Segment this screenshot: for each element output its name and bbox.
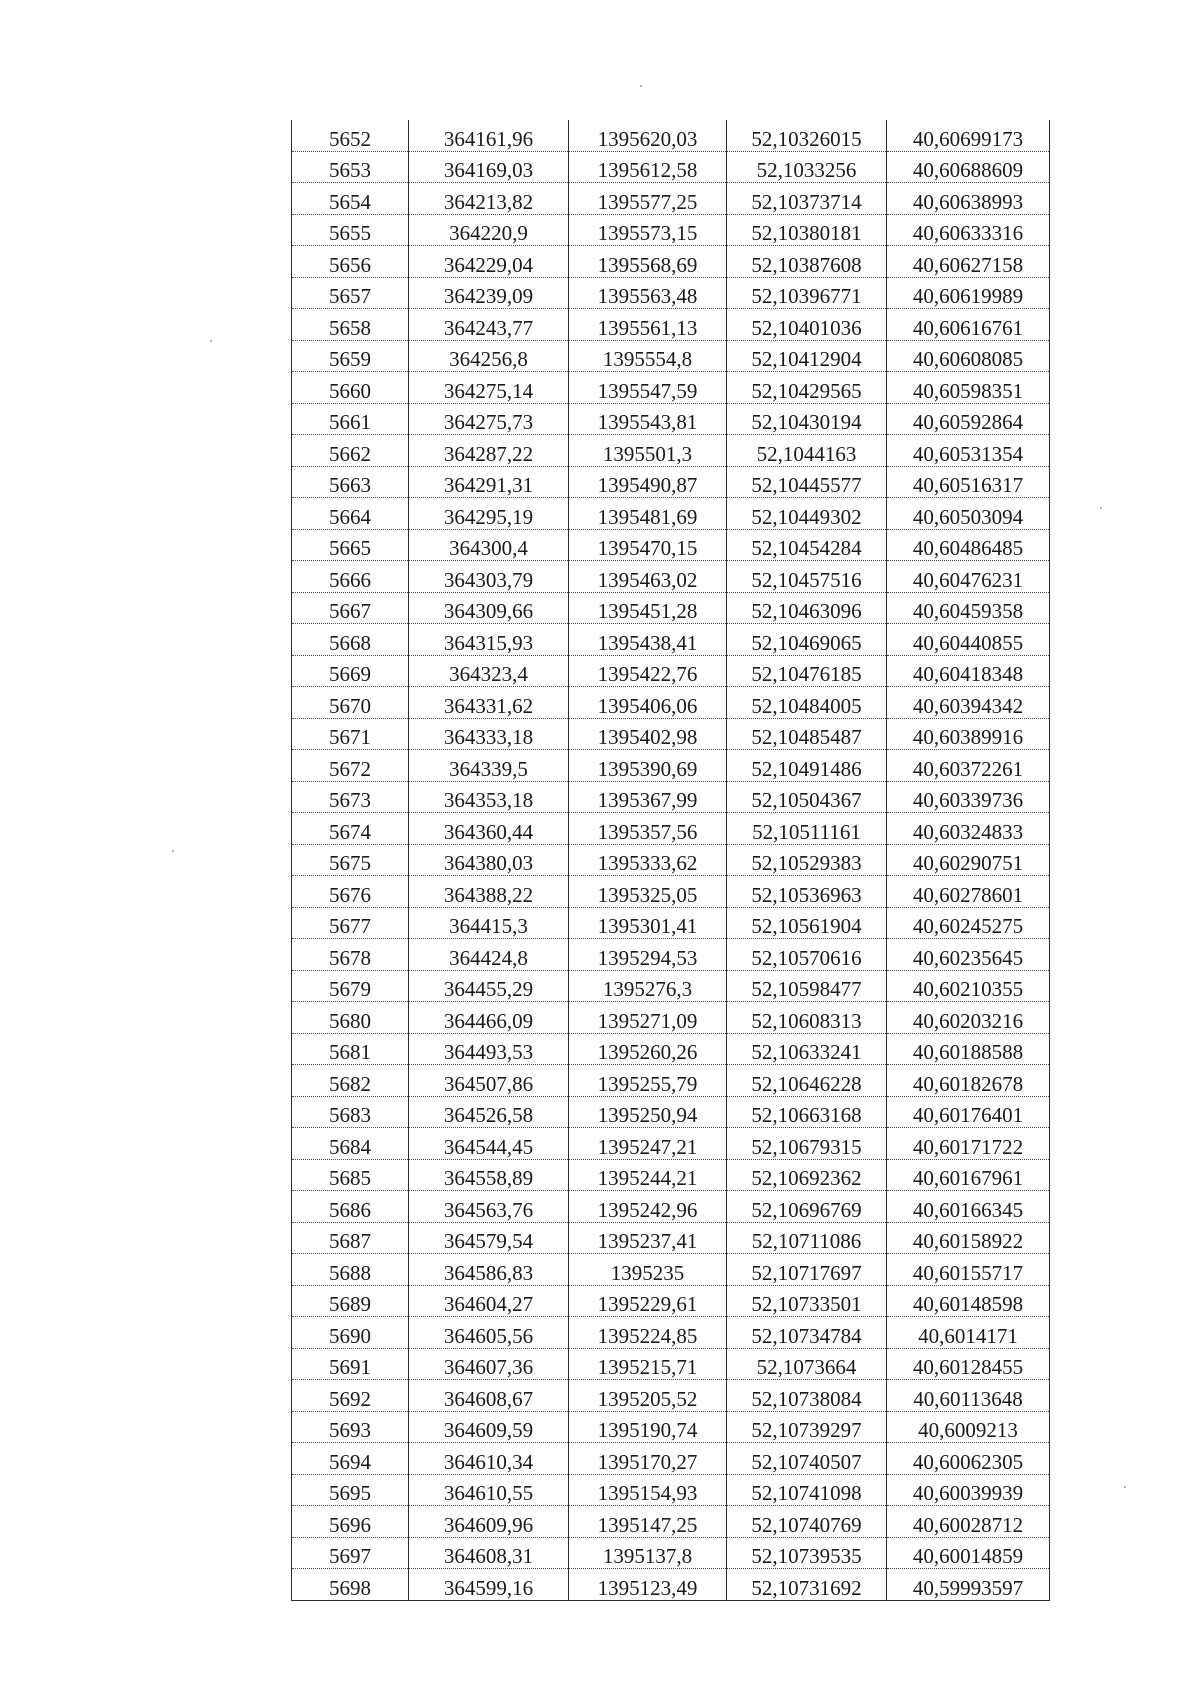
longitude-cell: 52,10731692 (727, 1569, 887, 1601)
latitude-cell: 40,60113648 (887, 1380, 1050, 1412)
table-row (292, 1254, 1050, 1286)
point-number-cell: 5692 (292, 1380, 409, 1412)
latitude-cell: 40,60418348 (887, 655, 1050, 687)
latitude-cell: 40,60188588 (887, 1033, 1050, 1065)
y-coordinate-cell: 1395147,25 (569, 1506, 727, 1538)
point-number-cell: 5694 (292, 1443, 409, 1475)
longitude-cell: 52,10598477 (727, 970, 887, 1002)
x-coordinate-cell: 364353,18 (409, 781, 569, 813)
longitude-cell: 52,10429565 (727, 372, 887, 404)
table-row (292, 1285, 1050, 1317)
y-coordinate-cell: 1395501,3 (569, 435, 727, 467)
longitude-cell: 52,10734784 (727, 1317, 887, 1349)
longitude-cell: 52,10633241 (727, 1033, 887, 1065)
longitude-cell: 52,10739535 (727, 1537, 887, 1569)
y-coordinate-cell: 1395422,76 (569, 655, 727, 687)
point-number-cell: 5676 (292, 876, 409, 908)
x-coordinate-cell: 364291,31 (409, 466, 569, 498)
point-number-cell: 5668 (292, 624, 409, 656)
point-number-cell: 5684 (292, 1128, 409, 1160)
point-number-cell: 5665 (292, 529, 409, 561)
table-row (292, 498, 1050, 530)
latitude-cell: 40,60290751 (887, 844, 1050, 876)
y-coordinate-cell: 1395490,87 (569, 466, 727, 498)
point-number-cell: 5662 (292, 435, 409, 467)
x-coordinate-cell: 364563,76 (409, 1191, 569, 1223)
point-number-cell: 5680 (292, 1002, 409, 1034)
y-coordinate-cell: 1395481,69 (569, 498, 727, 530)
x-coordinate-cell: 364455,29 (409, 970, 569, 1002)
longitude-cell: 52,10412904 (727, 340, 887, 372)
coordinates-table (291, 120, 1050, 1601)
longitude-cell: 52,10663168 (727, 1096, 887, 1128)
point-number-cell: 5679 (292, 970, 409, 1002)
scan-speck (1100, 507, 1102, 509)
longitude-cell: 52,10476185 (727, 655, 887, 687)
point-number-cell: 5652 (292, 120, 409, 151)
y-coordinate-cell: 1395205,52 (569, 1380, 727, 1412)
scan-speck (640, 85, 642, 87)
latitude-cell: 40,60516317 (887, 466, 1050, 498)
point-number-cell: 5670 (292, 687, 409, 719)
table-row (292, 561, 1050, 593)
latitude-cell: 40,60394342 (887, 687, 1050, 719)
longitude-cell: 52,10401036 (727, 309, 887, 341)
x-coordinate-cell: 364303,79 (409, 561, 569, 593)
x-coordinate-cell: 364388,22 (409, 876, 569, 908)
y-coordinate-cell: 1395325,05 (569, 876, 727, 908)
x-coordinate-cell: 364586,83 (409, 1254, 569, 1286)
table-row (292, 435, 1050, 467)
point-number-cell: 5654 (292, 183, 409, 215)
table-row (292, 1159, 1050, 1191)
point-number-cell: 5664 (292, 498, 409, 530)
longitude-cell: 52,10504367 (727, 781, 887, 813)
latitude-cell: 40,6009213 (887, 1411, 1050, 1443)
longitude-cell: 52,10738084 (727, 1380, 887, 1412)
longitude-cell: 52,10692362 (727, 1159, 887, 1191)
longitude-cell: 52,1073664 (727, 1348, 887, 1380)
table-row (292, 624, 1050, 656)
table-row (292, 151, 1050, 183)
point-number-cell: 5673 (292, 781, 409, 813)
y-coordinate-cell: 1395244,21 (569, 1159, 727, 1191)
latitude-cell: 40,60531354 (887, 435, 1050, 467)
longitude-cell: 52,10463096 (727, 592, 887, 624)
latitude-cell: 40,6014171 (887, 1317, 1050, 1349)
table-row (292, 120, 1050, 151)
y-coordinate-cell: 1395229,61 (569, 1285, 727, 1317)
table-row (292, 1128, 1050, 1160)
point-number-cell: 5681 (292, 1033, 409, 1065)
longitude-cell: 52,10733501 (727, 1285, 887, 1317)
latitude-cell: 40,60389916 (887, 718, 1050, 750)
longitude-cell: 52,10740769 (727, 1506, 887, 1538)
latitude-cell: 40,60245275 (887, 907, 1050, 939)
y-coordinate-cell: 1395237,41 (569, 1222, 727, 1254)
latitude-cell: 40,60627158 (887, 246, 1050, 278)
longitude-cell: 52,10561904 (727, 907, 887, 939)
x-coordinate-cell: 364424,8 (409, 939, 569, 971)
point-number-cell: 5683 (292, 1096, 409, 1128)
latitude-cell: 40,60148598 (887, 1285, 1050, 1317)
longitude-cell: 52,10430194 (727, 403, 887, 435)
x-coordinate-cell: 364287,22 (409, 435, 569, 467)
longitude-cell: 52,10469065 (727, 624, 887, 656)
table-row (292, 655, 1050, 687)
table-row (292, 1065, 1050, 1097)
y-coordinate-cell: 1395568,69 (569, 246, 727, 278)
longitude-cell: 52,1033256 (727, 151, 887, 183)
longitude-cell: 52,10454284 (727, 529, 887, 561)
longitude-cell: 52,10536963 (727, 876, 887, 908)
y-coordinate-cell: 1395573,15 (569, 214, 727, 246)
table-row (292, 1096, 1050, 1128)
longitude-cell: 52,10741098 (727, 1474, 887, 1506)
latitude-cell: 40,60616761 (887, 309, 1050, 341)
x-coordinate-cell: 364607,36 (409, 1348, 569, 1380)
point-number-cell: 5695 (292, 1474, 409, 1506)
x-coordinate-cell: 364558,89 (409, 1159, 569, 1191)
scan-speck (172, 850, 174, 852)
table-row (292, 907, 1050, 939)
longitude-cell: 52,10696769 (727, 1191, 887, 1223)
longitude-cell: 52,10717697 (727, 1254, 887, 1286)
longitude-cell: 52,10529383 (727, 844, 887, 876)
point-number-cell: 5663 (292, 466, 409, 498)
table-row (292, 277, 1050, 309)
longitude-cell: 52,10326015 (727, 120, 887, 151)
latitude-cell: 40,60203216 (887, 1002, 1050, 1034)
table-row (292, 876, 1050, 908)
y-coordinate-cell: 1395563,48 (569, 277, 727, 309)
table-row (292, 718, 1050, 750)
x-coordinate-cell: 364239,09 (409, 277, 569, 309)
latitude-cell: 40,60158922 (887, 1222, 1050, 1254)
latitude-cell: 40,60608085 (887, 340, 1050, 372)
point-number-cell: 5661 (292, 403, 409, 435)
longitude-cell: 52,10445577 (727, 466, 887, 498)
latitude-cell: 40,60028712 (887, 1506, 1050, 1538)
y-coordinate-cell: 1395357,56 (569, 813, 727, 845)
longitude-cell: 52,10711086 (727, 1222, 887, 1254)
point-number-cell: 5682 (292, 1065, 409, 1097)
latitude-cell: 40,60619989 (887, 277, 1050, 309)
y-coordinate-cell: 1395451,28 (569, 592, 727, 624)
table-row (292, 1222, 1050, 1254)
latitude-cell: 40,60372261 (887, 750, 1050, 782)
x-coordinate-cell: 364466,09 (409, 1002, 569, 1034)
table-row (292, 1537, 1050, 1569)
y-coordinate-cell: 1395438,41 (569, 624, 727, 656)
y-coordinate-cell: 1395543,81 (569, 403, 727, 435)
latitude-cell: 40,60476231 (887, 561, 1050, 593)
table-row (292, 1033, 1050, 1065)
x-coordinate-cell: 364526,58 (409, 1096, 569, 1128)
point-number-cell: 5687 (292, 1222, 409, 1254)
longitude-cell: 52,10373714 (727, 183, 887, 215)
latitude-cell: 40,60486485 (887, 529, 1050, 561)
latitude-cell: 40,60062305 (887, 1443, 1050, 1475)
table-row (292, 214, 1050, 246)
point-number-cell: 5658 (292, 309, 409, 341)
latitude-cell: 40,60128455 (887, 1348, 1050, 1380)
point-number-cell: 5671 (292, 718, 409, 750)
point-number-cell: 5693 (292, 1411, 409, 1443)
point-number-cell: 5677 (292, 907, 409, 939)
x-coordinate-cell: 364610,34 (409, 1443, 569, 1475)
latitude-cell: 40,60167961 (887, 1159, 1050, 1191)
point-number-cell: 5669 (292, 655, 409, 687)
longitude-cell: 52,10740507 (727, 1443, 887, 1475)
x-coordinate-cell: 364256,8 (409, 340, 569, 372)
longitude-cell: 52,10491486 (727, 750, 887, 782)
y-coordinate-cell: 1395390,69 (569, 750, 727, 782)
x-coordinate-cell: 364339,5 (409, 750, 569, 782)
y-coordinate-cell: 1395367,99 (569, 781, 727, 813)
point-number-cell: 5691 (292, 1348, 409, 1380)
table-row (292, 309, 1050, 341)
y-coordinate-cell: 1395402,98 (569, 718, 727, 750)
latitude-cell: 40,60210355 (887, 970, 1050, 1002)
table-row (292, 1474, 1050, 1506)
y-coordinate-cell: 1395255,79 (569, 1065, 727, 1097)
x-coordinate-cell: 364300,4 (409, 529, 569, 561)
x-coordinate-cell: 364331,62 (409, 687, 569, 719)
table-row (292, 183, 1050, 215)
longitude-cell: 52,10457516 (727, 561, 887, 593)
y-coordinate-cell: 1395620,03 (569, 120, 727, 151)
table-row (292, 844, 1050, 876)
table-row (292, 1506, 1050, 1538)
y-coordinate-cell: 1395577,25 (569, 183, 727, 215)
table-row (292, 246, 1050, 278)
point-number-cell: 5657 (292, 277, 409, 309)
longitude-cell: 52,10679315 (727, 1128, 887, 1160)
point-number-cell: 5653 (292, 151, 409, 183)
table-row (292, 403, 1050, 435)
table-row (292, 372, 1050, 404)
longitude-cell: 52,10511161 (727, 813, 887, 845)
point-number-cell: 5685 (292, 1159, 409, 1191)
latitude-cell: 40,60699173 (887, 120, 1050, 151)
x-coordinate-cell: 364323,4 (409, 655, 569, 687)
x-coordinate-cell: 364609,96 (409, 1506, 569, 1538)
y-coordinate-cell: 1395123,49 (569, 1569, 727, 1601)
x-coordinate-cell: 364360,44 (409, 813, 569, 845)
point-number-cell: 5656 (292, 246, 409, 278)
x-coordinate-cell: 364415,3 (409, 907, 569, 939)
point-number-cell: 5697 (292, 1537, 409, 1569)
longitude-cell: 52,10396771 (727, 277, 887, 309)
x-coordinate-cell: 364169,03 (409, 151, 569, 183)
latitude-cell: 40,60638993 (887, 183, 1050, 215)
x-coordinate-cell: 364544,45 (409, 1128, 569, 1160)
latitude-cell: 40,60324833 (887, 813, 1050, 845)
x-coordinate-cell: 364604,27 (409, 1285, 569, 1317)
y-coordinate-cell: 1395294,53 (569, 939, 727, 971)
longitude-cell: 52,10608313 (727, 1002, 887, 1034)
y-coordinate-cell: 1395215,71 (569, 1348, 727, 1380)
table-row (292, 340, 1050, 372)
latitude-cell: 40,60014859 (887, 1537, 1050, 1569)
y-coordinate-cell: 1395170,27 (569, 1443, 727, 1475)
y-coordinate-cell: 1395260,26 (569, 1033, 727, 1065)
table-row (292, 781, 1050, 813)
latitude-cell: 40,60166345 (887, 1191, 1050, 1223)
table-row (292, 813, 1050, 845)
point-number-cell: 5689 (292, 1285, 409, 1317)
y-coordinate-cell: 1395235 (569, 1254, 727, 1286)
y-coordinate-cell: 1395137,8 (569, 1537, 727, 1569)
table-row (292, 687, 1050, 719)
x-coordinate-cell: 364220,9 (409, 214, 569, 246)
x-coordinate-cell: 364507,86 (409, 1065, 569, 1097)
point-number-cell: 5666 (292, 561, 409, 593)
point-number-cell: 5660 (292, 372, 409, 404)
x-coordinate-cell: 364380,03 (409, 844, 569, 876)
x-coordinate-cell: 364315,93 (409, 624, 569, 656)
x-coordinate-cell: 364213,82 (409, 183, 569, 215)
y-coordinate-cell: 1395612,58 (569, 151, 727, 183)
latitude-cell: 40,60176401 (887, 1096, 1050, 1128)
scan-speck (1124, 1486, 1126, 1488)
point-number-cell: 5675 (292, 844, 409, 876)
longitude-cell: 52,1044163 (727, 435, 887, 467)
latitude-cell: 40,60171722 (887, 1128, 1050, 1160)
table-row (292, 1191, 1050, 1223)
y-coordinate-cell: 1395247,21 (569, 1128, 727, 1160)
table-row (292, 529, 1050, 561)
point-number-cell: 5672 (292, 750, 409, 782)
latitude-cell: 40,60598351 (887, 372, 1050, 404)
x-coordinate-cell: 364610,55 (409, 1474, 569, 1506)
latitude-cell: 40,60503094 (887, 498, 1050, 530)
table-row (292, 1317, 1050, 1349)
y-coordinate-cell: 1395242,96 (569, 1191, 727, 1223)
point-number-cell: 5690 (292, 1317, 409, 1349)
point-number-cell: 5696 (292, 1506, 409, 1538)
y-coordinate-cell: 1395470,15 (569, 529, 727, 561)
table-row (292, 939, 1050, 971)
longitude-cell: 52,10387608 (727, 246, 887, 278)
longitude-cell: 52,10449302 (727, 498, 887, 530)
y-coordinate-cell: 1395190,74 (569, 1411, 727, 1443)
table-row (292, 750, 1050, 782)
y-coordinate-cell: 1395250,94 (569, 1096, 727, 1128)
x-coordinate-cell: 364229,04 (409, 246, 569, 278)
coordinates-table-body (292, 120, 1050, 1600)
y-coordinate-cell: 1395224,85 (569, 1317, 727, 1349)
y-coordinate-cell: 1395301,41 (569, 907, 727, 939)
y-coordinate-cell: 1395333,62 (569, 844, 727, 876)
point-number-cell: 5655 (292, 214, 409, 246)
point-number-cell: 5659 (292, 340, 409, 372)
point-number-cell: 5667 (292, 592, 409, 624)
longitude-cell: 52,10570616 (727, 939, 887, 971)
scan-speck (210, 340, 212, 342)
x-coordinate-cell: 364161,96 (409, 120, 569, 151)
x-coordinate-cell: 364609,59 (409, 1411, 569, 1443)
table-row (292, 970, 1050, 1002)
table-row (292, 466, 1050, 498)
x-coordinate-cell: 364243,77 (409, 309, 569, 341)
y-coordinate-cell: 1395561,13 (569, 309, 727, 341)
x-coordinate-cell: 364605,56 (409, 1317, 569, 1349)
x-coordinate-cell: 364309,66 (409, 592, 569, 624)
longitude-cell: 52,10485487 (727, 718, 887, 750)
x-coordinate-cell: 364599,16 (409, 1569, 569, 1601)
table-row (292, 1380, 1050, 1412)
y-coordinate-cell: 1395554,8 (569, 340, 727, 372)
latitude-cell: 40,59993597 (887, 1569, 1050, 1601)
point-number-cell: 5688 (292, 1254, 409, 1286)
longitude-cell: 52,10739297 (727, 1411, 887, 1443)
y-coordinate-cell: 1395463,02 (569, 561, 727, 593)
point-number-cell: 5698 (292, 1569, 409, 1601)
y-coordinate-cell: 1395276,3 (569, 970, 727, 1002)
x-coordinate-cell: 364579,54 (409, 1222, 569, 1254)
x-coordinate-cell: 364333,18 (409, 718, 569, 750)
x-coordinate-cell: 364608,67 (409, 1380, 569, 1412)
longitude-cell: 52,10484005 (727, 687, 887, 719)
point-number-cell: 5674 (292, 813, 409, 845)
table-row (292, 592, 1050, 624)
y-coordinate-cell: 1395547,59 (569, 372, 727, 404)
x-coordinate-cell: 364295,19 (409, 498, 569, 530)
latitude-cell: 40,60339736 (887, 781, 1050, 813)
latitude-cell: 40,60633316 (887, 214, 1050, 246)
latitude-cell: 40,60440855 (887, 624, 1050, 656)
x-coordinate-cell: 364608,31 (409, 1537, 569, 1569)
y-coordinate-cell: 1395271,09 (569, 1002, 727, 1034)
table-row (292, 1411, 1050, 1443)
latitude-cell: 40,60155717 (887, 1254, 1050, 1286)
x-coordinate-cell: 364275,14 (409, 372, 569, 404)
latitude-cell: 40,60235645 (887, 939, 1050, 971)
latitude-cell: 40,60039939 (887, 1474, 1050, 1506)
latitude-cell: 40,60182678 (887, 1065, 1050, 1097)
point-number-cell: 5686 (292, 1191, 409, 1223)
latitude-cell: 40,60459358 (887, 592, 1050, 624)
latitude-cell: 40,60688609 (887, 151, 1050, 183)
table-row (292, 1348, 1050, 1380)
longitude-cell: 52,10646228 (727, 1065, 887, 1097)
y-coordinate-cell: 1395154,93 (569, 1474, 727, 1506)
y-coordinate-cell: 1395406,06 (569, 687, 727, 719)
x-coordinate-cell: 364275,73 (409, 403, 569, 435)
point-number-cell: 5678 (292, 939, 409, 971)
table-row (292, 1002, 1050, 1034)
latitude-cell: 40,60278601 (887, 876, 1050, 908)
longitude-cell: 52,10380181 (727, 214, 887, 246)
table-row (292, 1443, 1050, 1475)
latitude-cell: 40,60592864 (887, 403, 1050, 435)
table-row (292, 1569, 1050, 1601)
x-coordinate-cell: 364493,53 (409, 1033, 569, 1065)
